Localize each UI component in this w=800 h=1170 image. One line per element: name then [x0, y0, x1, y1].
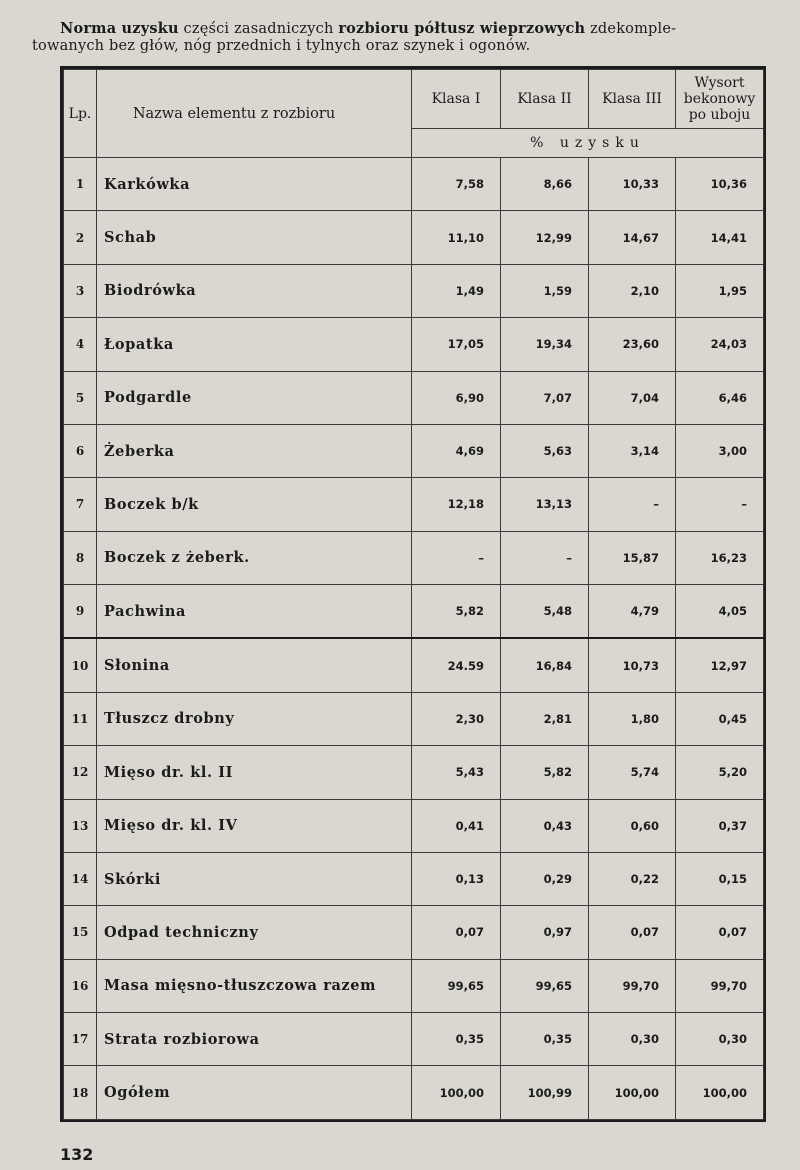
cell-klasa-3: 23,60	[589, 318, 676, 371]
cell-klasa-3: 99,70	[589, 959, 676, 1012]
header-klasa-1: Klasa I	[412, 70, 501, 129]
cell-klasa-3: 2,10	[589, 264, 676, 317]
cell-wysort: 14,41	[676, 211, 764, 264]
cell-name: Karkówka	[97, 158, 412, 211]
cell-klasa-1: 99,65	[412, 959, 501, 1012]
header-wysort-line-2: bekonowy	[683, 91, 756, 107]
table-row	[64, 264, 764, 317]
table-row	[64, 531, 764, 584]
cell-lp: 5	[64, 371, 97, 424]
cell-wysort: 1,95	[676, 264, 764, 317]
cell-klasa-1: –	[412, 531, 501, 584]
cell-klasa-3: –	[589, 478, 676, 531]
cell-klasa-1: 24.59	[412, 638, 501, 692]
cell-klasa-2: 0,97	[501, 906, 589, 959]
cell-klasa-2: 0,29	[501, 852, 589, 905]
cell-klasa-3: 14,67	[589, 211, 676, 264]
cell-klasa-1: 7,58	[412, 158, 501, 211]
table-row	[64, 959, 764, 1012]
cell-lp: 9	[64, 585, 97, 639]
cell-wysort: 24,03	[676, 318, 764, 371]
cell-lp: 11	[64, 692, 97, 745]
cell-name: Boczek b/k	[97, 478, 412, 531]
cell-lp: 12	[64, 746, 97, 799]
cell-klasa-1: 5,43	[412, 746, 501, 799]
cell-klasa-1: 11,10	[412, 211, 501, 264]
cell-klasa-2: 13,13	[501, 478, 589, 531]
cell-wysort: –	[676, 478, 764, 531]
cell-klasa-3: 15,87	[589, 531, 676, 584]
cell-lp: 10	[64, 638, 97, 692]
header-lp: Lp.	[64, 70, 97, 158]
caption-line-1	[60, 20, 770, 38]
table-row	[64, 746, 764, 799]
cell-lp: 7	[64, 478, 97, 531]
page-number: 132	[60, 1145, 94, 1164]
cell-name: Strata rozbiorowa	[97, 1013, 412, 1066]
table-row	[64, 424, 764, 477]
cell-name: Mięso dr. kl. II	[97, 746, 412, 799]
cell-wysort: 16,23	[676, 531, 764, 584]
cell-klasa-1: 100,00	[412, 1066, 501, 1120]
cell-name: Tłuszcz drobny	[97, 692, 412, 745]
cell-name: Skórki	[97, 852, 412, 905]
cell-name: Ogółem	[97, 1066, 412, 1120]
cell-klasa-2: 5,82	[501, 746, 589, 799]
table-row	[64, 1013, 764, 1066]
cell-name: Żeberka	[97, 424, 412, 477]
table-row	[64, 906, 764, 959]
table-row	[64, 158, 764, 211]
cell-klasa-1: 12,18	[412, 478, 501, 531]
cell-lp: 18	[64, 1066, 97, 1120]
cell-klasa-3: 0,07	[589, 906, 676, 959]
table-row	[64, 478, 764, 531]
cell-wysort: 3,00	[676, 424, 764, 477]
caption-text-b: zdekomple-	[585, 21, 677, 37]
table-row	[64, 318, 764, 371]
cell-klasa-3: 0,60	[589, 799, 676, 852]
cell-klasa-3: 10,33	[589, 158, 676, 211]
cell-wysort: 0,45	[676, 692, 764, 745]
cell-klasa-2: 12,99	[501, 211, 589, 264]
cell-klasa-3: 100,00	[589, 1066, 676, 1120]
cell-klasa-2: 5,63	[501, 424, 589, 477]
cell-name: Odpad techniczny	[97, 906, 412, 959]
cell-lp: 14	[64, 852, 97, 905]
cell-klasa-2: 1,59	[501, 264, 589, 317]
cell-klasa-2: 16,84	[501, 638, 589, 692]
caption-bold-b: rozbioru półtusz wieprzowych	[338, 20, 586, 37]
cell-lp: 3	[64, 264, 97, 317]
yield-table-frame	[60, 66, 766, 1122]
cell-klasa-2: 2,81	[501, 692, 589, 745]
cell-klasa-2: 5,48	[501, 585, 589, 639]
cell-name: Pachwina	[97, 585, 412, 639]
table-row	[64, 371, 764, 424]
table-row	[64, 211, 764, 264]
header-wysort	[676, 70, 764, 129]
caption-line-2: towanych bez głów, nóg przednich i tylnych oraz szynek i ogonów.	[32, 38, 531, 54]
caption-bold-a: Norma uzysku	[60, 20, 179, 37]
cell-name: Mięso dr. kl. IV	[97, 799, 412, 852]
cell-klasa-1: 0,07	[412, 906, 501, 959]
cell-klasa-3: 7,04	[589, 371, 676, 424]
cell-klasa-1: 6,90	[412, 371, 501, 424]
cell-name: Słonina	[97, 638, 412, 692]
cell-klasa-2: 99,65	[501, 959, 589, 1012]
cell-lp: 15	[64, 906, 97, 959]
cell-klasa-1: 17,05	[412, 318, 501, 371]
cell-klasa-1: 5,82	[412, 585, 501, 639]
cell-wysort: 0,37	[676, 799, 764, 852]
cell-name: Biodrówka	[97, 264, 412, 317]
cell-wysort: 6,46	[676, 371, 764, 424]
cell-wysort: 0,15	[676, 852, 764, 905]
cell-klasa-1: 0,35	[412, 1013, 501, 1066]
cell-name: Łopatka	[97, 318, 412, 371]
cell-lp: 6	[64, 424, 97, 477]
cell-wysort: 0,30	[676, 1013, 764, 1066]
header-wysort-line-3: po uboju	[688, 107, 751, 123]
cell-name: Schab	[97, 211, 412, 264]
table-caption	[32, 20, 770, 55]
table-row	[64, 1066, 764, 1120]
table-body	[64, 158, 764, 1120]
cell-lp: 8	[64, 531, 97, 584]
cell-klasa-1: 2,30	[412, 692, 501, 745]
cell-klasa-1: 1,49	[412, 264, 501, 317]
cell-klasa-2: 0,35	[501, 1013, 589, 1066]
cell-klasa-1: 0,41	[412, 799, 501, 852]
caption-text-a: części zasadniczych	[178, 21, 339, 37]
yield-table	[63, 69, 764, 1120]
cell-wysort: 4,05	[676, 585, 764, 639]
cell-lp: 2	[64, 211, 97, 264]
cell-wysort: 10,36	[676, 158, 764, 211]
cell-klasa-2: 8,66	[501, 158, 589, 211]
header-unit: % uzysku	[412, 129, 764, 158]
cell-klasa-2: 19,34	[501, 318, 589, 371]
cell-lp: 1	[64, 158, 97, 211]
cell-klasa-2: –	[501, 531, 589, 584]
cell-klasa-1: 0,13	[412, 852, 501, 905]
cell-klasa-3: 10,73	[589, 638, 676, 692]
cell-wysort: 100,00	[676, 1066, 764, 1120]
cell-wysort: 99,70	[676, 959, 764, 1012]
table-row	[64, 585, 764, 639]
cell-wysort: 0,07	[676, 906, 764, 959]
cell-lp: 17	[64, 1013, 97, 1066]
cell-name: Podgardle	[97, 371, 412, 424]
cell-name: Boczek z żeberk.	[97, 531, 412, 584]
table-row	[64, 692, 764, 745]
cell-name: Masa mięsno-tłuszczowa razem	[97, 959, 412, 1012]
cell-lp: 4	[64, 318, 97, 371]
cell-klasa-3: 0,22	[589, 852, 676, 905]
table-row	[64, 799, 764, 852]
cell-klasa-3: 3,14	[589, 424, 676, 477]
cell-lp: 13	[64, 799, 97, 852]
cell-klasa-3: 1,80	[589, 692, 676, 745]
cell-wysort: 12,97	[676, 638, 764, 692]
cell-klasa-3: 5,74	[589, 746, 676, 799]
header-wysort-line-1: Wysort	[694, 75, 745, 91]
cell-lp: 16	[64, 959, 97, 1012]
table-row	[64, 852, 764, 905]
cell-wysort: 5,20	[676, 746, 764, 799]
cell-klasa-3: 4,79	[589, 585, 676, 639]
cell-klasa-2: 7,07	[501, 371, 589, 424]
header-klasa-2: Klasa II	[501, 70, 589, 129]
table-row	[64, 638, 764, 692]
cell-klasa-2: 0,43	[501, 799, 589, 852]
cell-klasa-3: 0,30	[589, 1013, 676, 1066]
header-klasa-3: Klasa III	[589, 70, 676, 129]
cell-klasa-2: 100,99	[501, 1066, 589, 1120]
header-name: Nazwa elementu z rozbioru	[97, 70, 412, 158]
cell-klasa-1: 4,69	[412, 424, 501, 477]
